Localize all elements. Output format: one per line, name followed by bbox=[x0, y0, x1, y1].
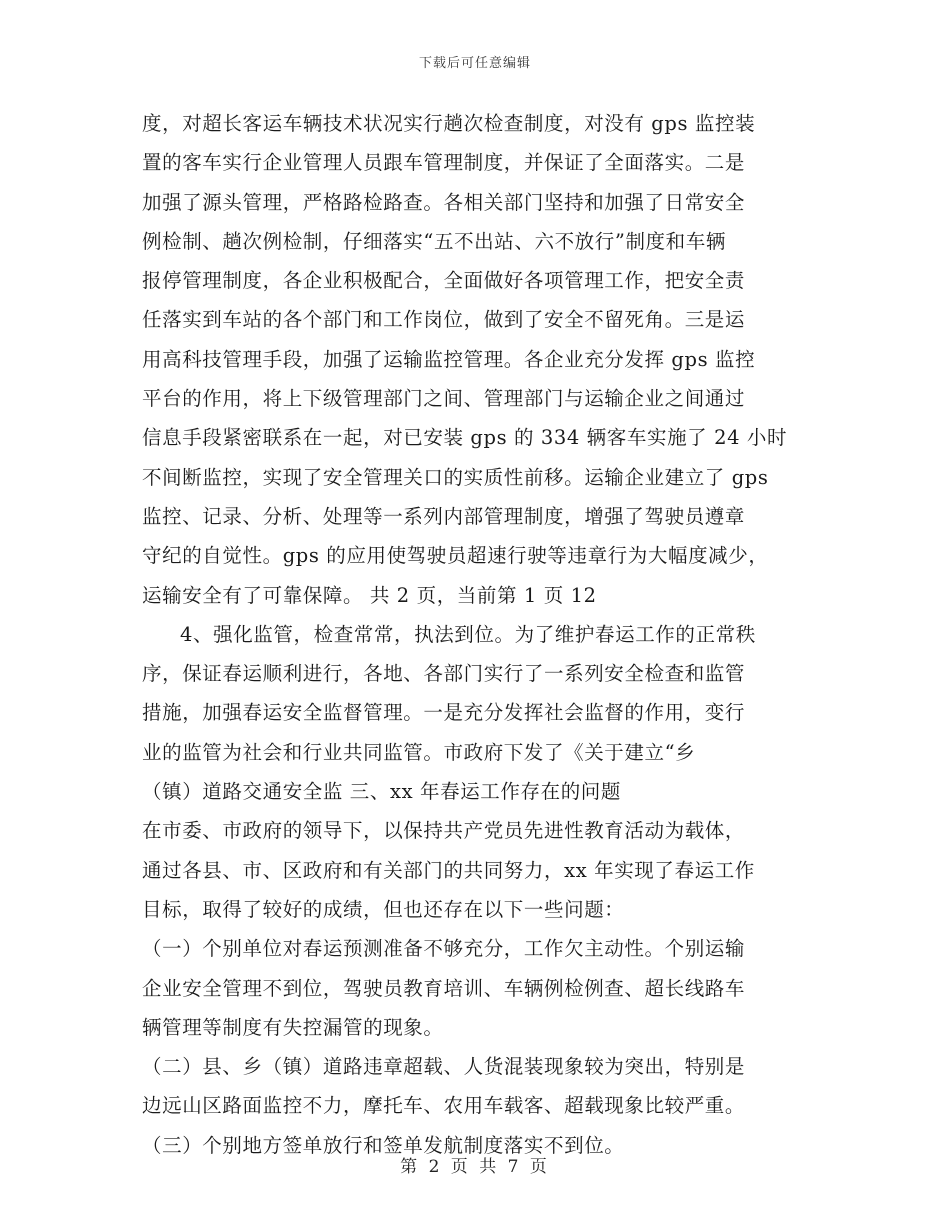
text-line: （三）个别地方签单放行和签单发航制度落实不到位。 bbox=[142, 1133, 625, 1157]
text-line: 目标，取得了较好的成绩，但也还存在以下一些问题： bbox=[142, 897, 625, 921]
body-text bbox=[142, 104, 822, 1165]
text-line: 在市委、市政府的领导下，以保持共产党员先进性教育活动为载体， bbox=[142, 819, 746, 843]
text-line: 任落实到车站的各个部门和工作岗位，做到了安全不留死角。三是运 bbox=[142, 308, 746, 332]
text-line: 用高科技管理手段，加强了运输监控管理。各企业充分发挥 gps 监控 bbox=[142, 347, 756, 371]
text-line: 信息手段紧密联系在一起，对已安装 gps 的 334 辆客车实施了 24 小时 bbox=[142, 426, 788, 450]
text-line: 业的监管为社会和行业共同监管。市政府下发了《关于建立“乡 bbox=[142, 740, 696, 764]
page-header-note: 下载后可任意编辑 bbox=[418, 56, 531, 71]
text-line: 报停管理制度，各企业积极配合，全面做好各项管理工作，把安全责 bbox=[142, 269, 746, 293]
text-line: 度，对超长客运车辆技术状况实行趟次检查制度，对没有 gps 监控装 bbox=[142, 112, 756, 135]
text-line: （二）县、乡（镇）道路违章超载、人货混装现象较为突出，特别是 bbox=[142, 1055, 746, 1079]
text-line: 置的客车实行企业管理人员跟车管理制度，并保证了全面落实。二是 bbox=[142, 151, 746, 175]
text-line: （镇）道路交通安全监 三、xx 年春运工作存在的问题 bbox=[142, 780, 621, 804]
text-line: 序，保证春运顺利进行，各地、各部门实行了一系列安全检查和监管 bbox=[142, 662, 746, 686]
paragraph-start-line: 4、强化监管，检查常常，执法到位。为了维护春运工作的正常秩 bbox=[180, 622, 756, 646]
text-line: 边远山区路面监控不力，摩托车、农用车载客、超载现象比较严重。 bbox=[142, 1094, 746, 1118]
text-line: 例检制、趟次例检制，仔细落实“五不出站、六不放行”制度和车辆 bbox=[142, 229, 726, 253]
text-line: 通过各县、市、区政府和有关部门的共同努力，xx 年实现了春运工作 bbox=[142, 858, 755, 882]
text-line: 措施，加强春运安全监督管理。一是充分发挥社会监督的作用，变行 bbox=[142, 701, 746, 725]
text-line: 企业安全管理不到位，驾驶员教育培训、车辆例检例查、超长线路车 bbox=[142, 976, 746, 1000]
text-line: 平台的作用，将上下级管理部门之间、管理部门与运输企业之间通过 bbox=[142, 387, 746, 411]
text-line: 辆管理等制度有失控漏管的现象。 bbox=[142, 1015, 444, 1039]
text-line: 监控、记录、分析、处理等一系列内部管理制度，增强了驾驶员遵章 bbox=[142, 504, 746, 528]
page-number-footer: 第 2 页 共 7 页 bbox=[400, 1157, 550, 1177]
text-line: 加强了源头管理，严格路检路查。各相关部门坚持和加强了日常安全 bbox=[142, 190, 746, 214]
text-line: 不间断监控，实现了安全管理关口的实质性前移。运输企业建立了 gps bbox=[142, 465, 769, 489]
text-line: 守纪的自觉性。gps 的应用使驾驶员超速行驶等违章行为大幅度减少， bbox=[142, 544, 769, 568]
text-line: （一）个别单位对春运预测准备不够充分，工作欠主动性。个别运输 bbox=[142, 937, 746, 961]
text-line: 运输安全有了可靠保障。 共 2 页，当前第 1 页 12 bbox=[142, 583, 597, 607]
